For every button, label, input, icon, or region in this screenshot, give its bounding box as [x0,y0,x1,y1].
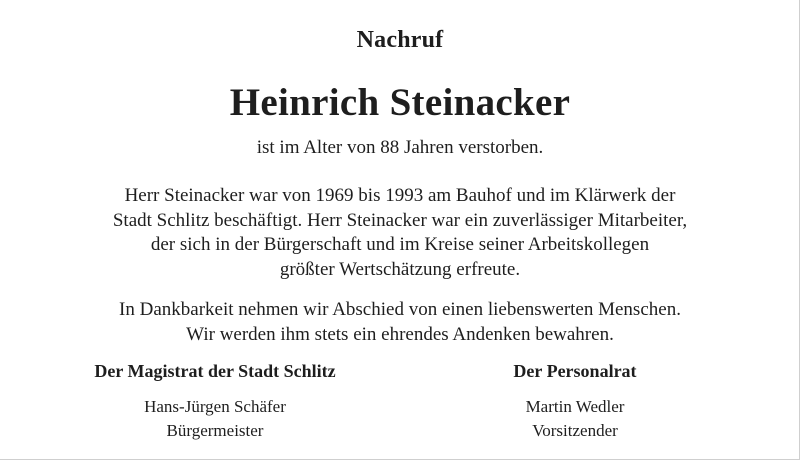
signature-person: Hans-Jürgen Schäfer [144,397,286,416]
signature-role: Bürgermeister [166,421,264,440]
signature-organization: Der Magistrat der Stadt Schlitz [94,361,336,381]
age-line: ist im Alter von 88 Jahren verstorben. [256,137,544,158]
farewell-paragraph [0,298,800,347]
tribute-line: Stadt Schlitz beschäftigt. Herr Steinacker war ein zuverlässiger Mitarbeiter, [112,209,688,231]
farewell-line: In Dankbarkeit nehmen wir Abschied von einen liebenswerten Menschen. [119,299,681,320]
tribute-line: größter Wertschätzung erfreute. [279,258,521,280]
notice-heading: Nachruf [356,27,444,53]
signature-role: Vorsitzender [532,421,618,440]
signature-person: Martin Wedler [525,397,625,416]
signature-organization: Der Personalrat [513,361,637,381]
tribute-line: der sich in der Bürgerschaft und im Kreise seiner Arbeitskollegen [150,234,650,255]
deceased-name: Heinrich Steinacker [229,81,571,124]
tribute-paragraph [0,184,800,282]
tribute-line: Herr Steinacker war von 1969 bis 1993 am Bauhof und im Klärwerk der [124,185,676,206]
signature-magistrat [70,359,360,443]
farewell-line: Wir werden ihm stets ein ehrendes Andenken bewahren. [186,323,614,345]
signature-personalrat [480,359,670,443]
